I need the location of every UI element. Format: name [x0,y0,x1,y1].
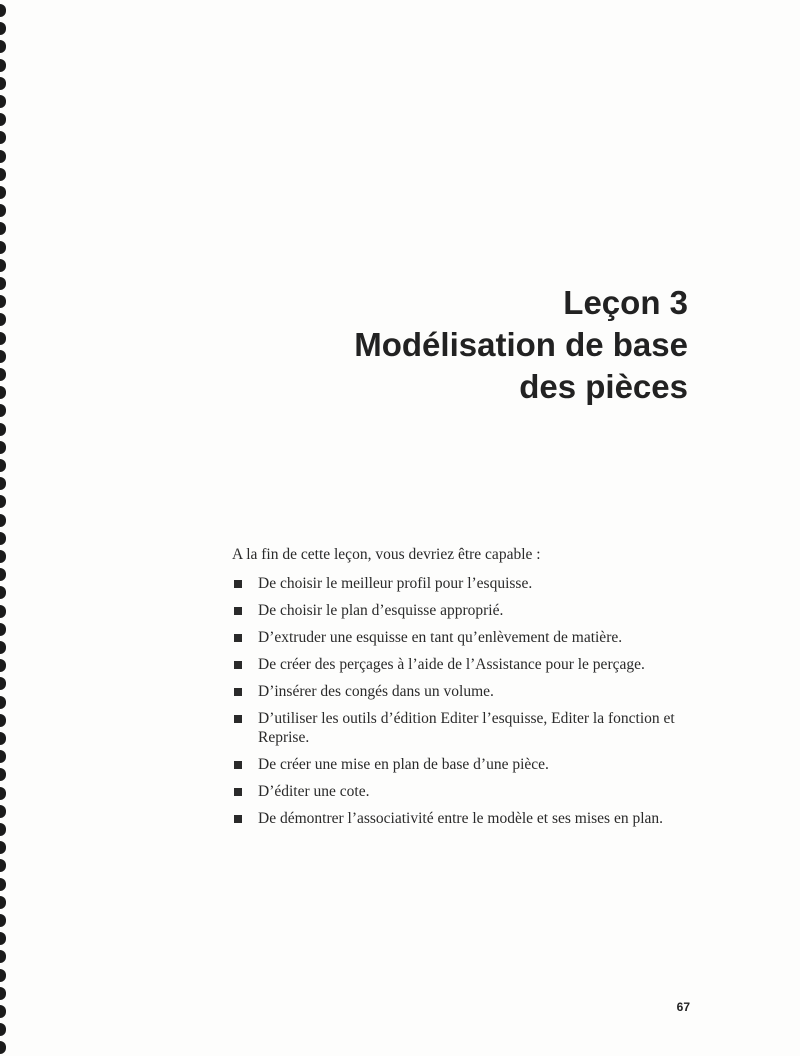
objective-item [232,601,702,620]
objective-text: D’utiliser les outils d’édition Editer l’esquisse, Editer la fonction et Reprise. [258,710,675,746]
objective-item [232,782,702,801]
binding-ring [0,277,6,290]
objective-text: De créer une mise en plan de base d’une pièce. [258,756,549,773]
square-bullet-icon [234,607,242,615]
binding-ring [0,113,6,126]
binding-ring [0,605,6,618]
binding-ring [0,623,6,636]
binding-ring [0,914,6,927]
binding-ring [0,950,6,963]
binding-ring [0,441,6,454]
objectives-intro: A la fin de cette leçon, vous devriez être capable : [232,546,541,563]
binding-ring [0,168,6,181]
binding-ring [0,77,6,90]
binding-ring [0,459,6,472]
binding-ring [0,22,6,35]
lesson-title-line-3: des pièces [519,368,688,405]
page-number: 67 [676,1000,690,1014]
binding-ring [0,823,6,836]
binding-ring [0,204,6,217]
binding-ring [0,186,6,199]
binding-ring [0,969,6,982]
binding-ring [0,4,6,17]
binding-ring [0,805,6,818]
binding-ring [0,423,6,436]
square-bullet-icon [234,715,242,723]
lesson-title [354,282,688,408]
binding-ring [0,131,6,144]
binding-ring [0,932,6,945]
spiral-binding [0,0,14,1056]
objective-item [232,655,702,674]
objective-text: De choisir le meilleur profil pour l’esquisse. [258,575,533,592]
binding-ring [0,313,6,326]
binding-ring [0,150,6,163]
square-bullet-icon [234,815,242,823]
objective-text: D’extruder une esquisse en tant qu’enlèvement de matière. [258,629,623,646]
binding-ring [0,295,6,308]
objective-text: De démontrer l’associativité entre le modèle et ses mises en plan. [258,810,664,827]
square-bullet-icon [234,761,242,769]
square-bullet-icon [234,788,242,796]
binding-ring [0,1023,6,1036]
objective-item [232,574,702,593]
objective-item [232,755,702,774]
square-bullet-icon [234,688,242,696]
binding-ring [0,768,6,781]
binding-ring [0,896,6,909]
objective-item [232,709,702,747]
objective-text: D’insérer des congés dans un volume. [258,683,494,700]
binding-ring [0,368,6,381]
square-bullet-icon [234,661,242,669]
objective-text: De choisir le plan d’esquisse approprié. [258,602,504,619]
binding-ring [0,386,6,399]
objective-item [232,628,702,647]
binding-ring [0,514,6,527]
binding-ring [0,659,6,672]
binding-ring [0,1005,6,1018]
binding-ring [0,696,6,709]
binding-ring [0,550,6,563]
objective-text: D’éditer une cote. [258,783,370,800]
binding-ring [0,477,6,490]
binding-ring [0,677,6,690]
square-bullet-icon [234,634,242,642]
binding-ring [0,59,6,72]
binding-ring [0,859,6,872]
binding-ring [0,568,6,581]
lesson-title-line-1: Leçon 3 [563,284,688,321]
binding-ring [0,350,6,363]
binding-ring [0,40,6,53]
binding-ring [0,841,6,854]
binding-ring [0,222,6,235]
objective-text: De créer des perçages à l’aide de l’Assistance pour le perçage. [258,656,645,673]
binding-ring [0,495,6,508]
objective-item [232,682,702,701]
binding-ring [0,259,6,272]
binding-ring [0,641,6,654]
objectives-list [232,574,702,836]
binding-ring [0,878,6,891]
objective-item [232,809,702,828]
binding-ring [0,404,6,417]
binding-ring [0,332,6,345]
binding-ring [0,750,6,763]
binding-ring [0,732,6,745]
binding-ring [0,987,6,1000]
square-bullet-icon [234,580,242,588]
binding-ring [0,95,6,108]
binding-ring [0,532,6,545]
binding-ring [0,714,6,727]
binding-ring [0,787,6,800]
binding-ring [0,241,6,254]
lesson-title-line-2: Modélisation de base [354,326,688,363]
binding-ring [0,1041,6,1054]
binding-ring [0,586,6,599]
